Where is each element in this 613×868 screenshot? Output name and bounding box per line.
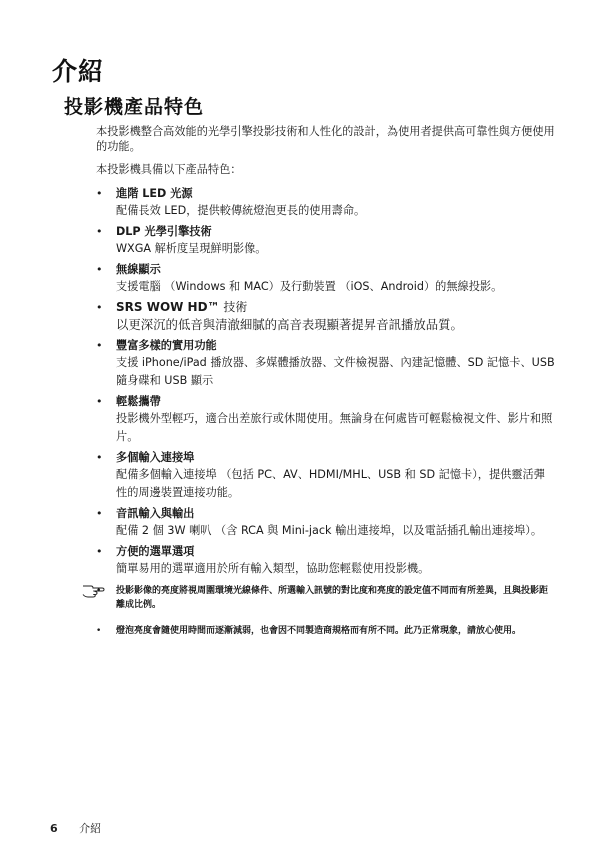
- feature-description: 投影機外型輕巧，適合出差旅行或休閒使用。無論身在何處皆可輕鬆檢視文件、影片和照片。: [116, 412, 553, 443]
- bullet-icon: •: [96, 586, 102, 596]
- bullet-icon: •: [96, 626, 102, 636]
- bullet-icon: •: [96, 507, 103, 520]
- feature-title: 無線顯示: [116, 263, 161, 276]
- feature-list: [96, 185, 556, 578]
- page-number: 6: [50, 822, 58, 835]
- feature-title: 方便的選單選項: [116, 545, 195, 558]
- feature-title: DLP 光學引擎技術: [116, 225, 212, 238]
- bullet-icon: •: [96, 187, 103, 200]
- bullet-icon: •: [96, 395, 103, 408]
- bullet-icon: •: [96, 301, 103, 314]
- notes-section: [96, 584, 556, 638]
- feature-title: 輕鬆攜帶: [116, 395, 161, 408]
- feature-item: [96, 543, 556, 578]
- bullet-icon: •: [96, 451, 103, 464]
- note-item: [96, 584, 556, 612]
- page-footer: [50, 820, 101, 836]
- feature-title: 多個輸入連接埠: [116, 451, 195, 464]
- bullet-icon: •: [96, 545, 103, 558]
- feature-item: [96, 223, 556, 258]
- feature-title: 音訊輸入與輸出: [116, 507, 195, 520]
- bullet-icon: •: [96, 263, 103, 276]
- feature-title: [116, 299, 556, 316]
- feature-item: [96, 185, 556, 220]
- feature-description: WXGA 解析度呈現鮮明影像。: [116, 242, 267, 255]
- bullet-icon: •: [96, 225, 103, 238]
- feature-description: 配備長效 LED，提供較傳統燈泡更長的使用壽命。: [116, 204, 366, 217]
- section-title: 投影機產品特色: [64, 96, 205, 118]
- feature-title: 進階 LED 光源: [116, 187, 193, 200]
- feature-description: 配備 2 個 3W 喇叭 （含 RCA 與 Mini-jack 輸出連接埠，以及電話插孔輸出連接埠）。: [116, 524, 543, 537]
- feature-title-suffix: 技術: [219, 300, 248, 314]
- feature-item: [96, 393, 556, 446]
- lead-paragraph: 本投影機具備以下產品特色：: [96, 163, 242, 176]
- bullet-icon: •: [96, 339, 103, 352]
- intro-paragraph: 本投影機整合高效能的光學引擎投影技術和人性化的設計，為使用者提供高可靠性與方便使用的功能。: [96, 125, 555, 153]
- feature-item: [96, 299, 556, 334]
- main-content: [96, 124, 556, 650]
- feature-title-brand: SRS WOW HD™: [116, 300, 220, 314]
- feature-item: [96, 261, 556, 296]
- feature-description: 支援 iPhone/iPad 播放器、多媒體播放器、文件檢視器、內建記憶體、SD 記憶卡、USB 隨身碟和 USB 顯示: [116, 356, 555, 387]
- feature-description: 簡單易用的選單適用於所有輸入類型，協助您輕鬆使用投影機。: [116, 562, 430, 575]
- feature-item: [96, 449, 556, 502]
- footer-label: 介紹: [79, 822, 102, 835]
- note-item: [96, 624, 556, 638]
- feature-description: 配備多個輸入連接埠 （包括 PC、AV、HDMI/MHL、USB 和 SD 記憶卡），提供靈活彈性的周邊裝置連接功能。: [116, 468, 545, 499]
- note-text: 投影影像的亮度將視周圍環境光線條件、所選輸入訊號的對比度和亮度的設定值不同而有所差異，且與投影距離成比例。: [116, 586, 549, 610]
- feature-description: 支援電腦 （Windows 和 MAC）及行動裝置 （iOS、Android）的無線投影。: [116, 280, 503, 293]
- chapter-heading: 介紹: [52, 57, 105, 86]
- feature-description: 以更深沉的低音與清澈細膩的高音表現顯著提昇音訊播放品質。: [116, 317, 463, 332]
- feature-item: [96, 505, 556, 540]
- feature-title: 豐富多樣的實用功能: [116, 339, 217, 352]
- note-text: 燈泡亮度會隨使用時間而逐漸減弱，也會因不同製造商規格而有所不同。此乃正常現象，請放心使用。: [116, 626, 522, 636]
- feature-item: [96, 337, 556, 390]
